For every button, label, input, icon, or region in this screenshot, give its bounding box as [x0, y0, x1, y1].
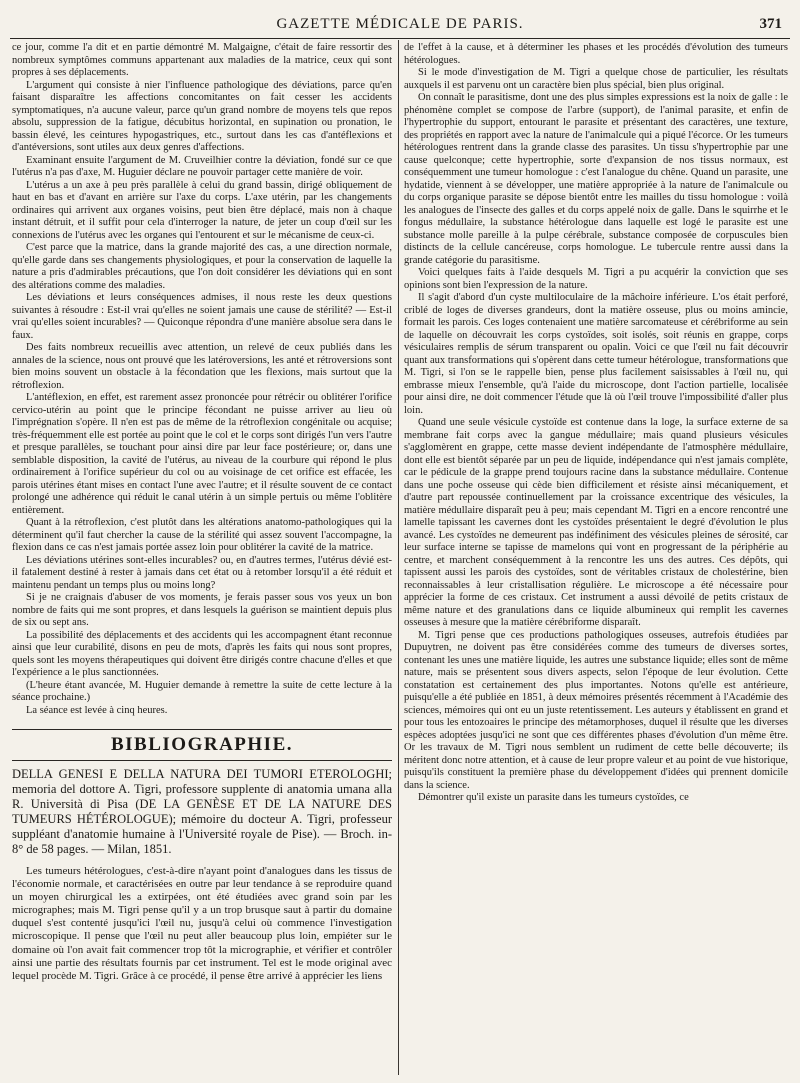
- paragraph: C'est parce que la matrice, dans la grande majorité des cas, a une direction normale, qu'elle garde dans ses changements physiologiques, et pour la conservation de laquelle la nature a pris d'admirables précautions, que l'on doit considérer les déviations qui en sont des altérations comme des maladies.: [12, 242, 392, 291]
- column-divider: [398, 40, 399, 1075]
- paragraph: Voici quelques faits à l'aide desquels M. Tigri a pu acquérir la conviction que ses opinions sont bien l'expression de la nature.: [404, 267, 788, 291]
- paragraph: Quant à la rétroflexion, c'est plutôt dans les altérations anatomo-pathologiques qui la déterminent qu'il faut chercher la cause de la stérilité qui assez souvent l'accompagne, la flexion dans ce cas n'est jamais portée assez loin pour oblitérer la cavité de la matrice.: [12, 517, 392, 553]
- paragraph: Il s'agit d'abord d'un cyste multiloculaire de la mâchoire inférieure. L'os était perforé, criblé de loges de diverses grandeurs, dont la matière osseuse, plus ou moins amincie, formait les parois. Ces loges contenaient une matière sarcomateuse et cérébriforme au sein de laquelle on découvrait les corps cystoïdes, soit isolés, soit réunis en grappe, corps vésiculaires remplis de sérum transparent ou opalin. Voici ce que l'œil nu fait découvrir quant aux transformations qui s'opèrent dans cette tumeur hétérologue, transformations que M. Tigri, si l'on se le rappelle bien, pense plus facilement saisissables à l'œil nu, qui embrasse mieux l'ensemble, qu'à l'aide du microscope, dont l'action partielle, localisée pour ainsi dire, ne doit commencer l'étude que là où l'œil trouve l'impossibilité d'aller plus loin.: [404, 292, 788, 416]
- paragraph: Les déviations utérines sont-elles incurables? ou, en d'autres termes, l'utérus dévié est-il fatalement destiné à rester à jamais dans cet état ou à retomber lorsqu'il a été réduit et maintenu pendant un temps plus ou moins long?: [12, 554, 392, 591]
- section-title: BIBLIOGRAPHIE.: [110, 734, 293, 755]
- paragraph: (L'heure étant avancée, M. Huguier demande à remettre la suite de cette lecture à la séance prochaine.): [12, 679, 392, 703]
- paragraph: L'antéflexion, en effet, est rarement assez prononcée pour rétrécir ou oblitérer l'orifice cervico-utérin au point que le principe fécondant ne puisse arriver au lieu où l'imprégnation s'opère. Il n'en est pas de même de la rétroflexion congénitale ou acquise; très-fréquemment elle est portée au point que le col et le corps sont dirigés l'un vers l'autre et presque parallèles, se touchant pour ainsi dire par leur face postérieure; or, dans une semblable disposition, la cavité de l'utérus, au niveau de la courbure qui répond le plus ordinairement à l'orifice supérieur du col ou au voisinage de cet orifice est effacée, les parois utérines étant mises en contact l'une avec l'autre; et il résulte souvent de ce contact prolongé une adhérence qui réduit le canal utérin à un simple pertuis ou même l'oblitère entièrement.: [12, 392, 392, 516]
- paragraph: Si je ne craignais d'abuser de vos moments, je ferais passer sous vos yeux un bon nombre de faits qui me sont propres, et dans lesquels la guérison se maintient depuis plus de six ou sept ans.: [12, 592, 392, 628]
- paragraph: La séance est levée à cinq heures.: [26, 704, 168, 716]
- paragraph: ce jour, comme l'a dit et en partie démontré M. Malgaigne, c'était de faire ressortir des nombreux symptômes communs appartenant aux maladies de la matrice, ceux qui sont propres à ses déplacements.: [12, 42, 392, 78]
- paragraph: Quand une seule vésicule cystoïde est contenue dans la loge, la surface externe de sa membrane fait corps avec la gangue médullaire; mais quand plusieurs vésicules s'agglomèrent en grappe, cette masse devient indépendante de l'atmosphère médullaire, dont elle est bientôt séparée par un peu de liquide, indépendance qui n'est jamais complète, car le pédicule de la grappe prend toujours racine dans la substance médullaire. Contenue dans une poche osseuse qui cède bien difficilement et résiste ainsi mécaniquement, et d'autre part repoussée continuellement par la croissance excentrique des vésicules, la matière médullaire disparaît peu à peu; mais cependant M. Tigri en a encore rencontré une lamelle tapissant les cavernes dont les cystoïdes présentaient le degré d'évolution le plus avancé. Les cystoïdes ne demeurent pas indéfiniment des vésicules pleines de sérosité, car leur surface interne se tapisse de mamelons qui vont en progressant de la périphérie au centre, et marchent conséquemment à la rencontre les uns des autres. Ces dépôts, qui tapissent aussi les parois des cystoïdes, sont de véritables cristaux de cholestérine, bien reconnaissables à leur cristallisation régulière. Le microscope a été nécessaire pour apprécier la forme de ces cristaux. Cet instrument a aussi dévoilé de petits cristaux de même nature et des granulations dans ce liquide albumineux qui remplit les cavernes osseuses à mesure que la matière cérébriforme disparaît.: [404, 417, 788, 628]
- header-rule: [10, 38, 790, 39]
- paragraph: Si le mode d'investigation de M. Tigri a quelque chose de particulier, les résultats auxquels il est parvenu ont un caractère bien plus spécial, bien plus original.: [404, 67, 788, 91]
- right-column: [404, 42, 788, 1078]
- paragraph: La possibilité des déplacements et des accidents qui les accompagnent étant reconnue ainsi que leur curabilité, disons en peu de mots, d'après les faits qui nous sont propres, quels sont les moyens thérapeutiques qui doivent être dirigés contre chacune d'elles et que l'expérience a le plus sanctionnées.: [12, 629, 392, 678]
- journal-title: GAZETTE MÉDICALE DE PARIS.: [276, 16, 524, 32]
- paragraph: M. Tigri pense que ces productions pathologiques osseuses, autrefois étudiées par Dupuytren, ne doivent pas être considérées comme des tumeurs de diverses sortes, contenant les unes une matière liquide, les autres une substance liquide; elles sont de même nature, mais se présentent sous divers aspects, selon l'époque de leur évolution. Cette constatation est certainement des plus importantes. Notons qu'elle est antérieure, puisqu'elle a été publiée en 1851, à deux mémoires présentés récemment à l'Académie des sciences, mémoires qui ont eu un juste retentissement. Les auteurs y établissent en grand et pour tous les entozoaires le principe des métamorphoses, duquel il résulte que les diverses espèces adoptées jusqu'ici ne sont que ces différentes phases d'évolution d'un même être. Or les travaux de M. Tigri nous semblent un rudiment de cette belle découverte; ils méritent donc notre attention, et à cause de leur propre valeur et au point de vue historique, puisqu'ils constituent la première phase du développement d'idées qui prennent domicile dans la science.: [404, 629, 788, 791]
- left-column: [12, 42, 392, 1078]
- paragraph: de l'effet à la cause, et à déterminer les phases et les procédés d'évolution des tumeurs hétérologues.: [404, 42, 788, 66]
- paragraph: Des faits nombreux recueillis avec attention, un relevé de ceux publiés dans les annales de la science, nous ont prouvé que les latéroversions, les anté et rétroversions sont bien moins souvent un obstacle à la fécondation que les flexions, mais surtout que la rétroflexion.: [12, 342, 392, 391]
- paragraph: Examinant ensuite l'argument de M. Cruveilhier contre la déviation, fondé sur ce que l'utérus n'a pas d'axe, M. Huguier déclare ne pouvoir partager cette manière de voir.: [12, 154, 392, 178]
- paragraph: Les tumeurs hétérologues, c'est-à-dire n'ayant point d'analogues dans les tissus de l'économie normale, et caractérisées en outre par leur tendance à se reproduire quand un moyen chirurgical les a extirpées, ont été étudiées avec grand soin par les micrographes; mais M. Tigri pense qu'il y a un trop brusque saut à partir du domaine duquel s'est contenté jusqu'ici l'œil nu, jusqu'à celui où commence l'investigation microscopique. Il pense que l'œil nu peut aller beaucoup plus loin, empiéter sur le domaine où l'on avait fait commencer trop tôt la micrographie, et vérifier et contrôler ainsi une partie des résultats fournis par cet instrument. Tel est le mode original avec lequel procède M. Tigri. Grâce à ce procédé, il pense être arrivé à apprécier les liens: [12, 865, 392, 982]
- bibliography-entry: DELLA GENESI E DELLA NATURA DEI TUMORI ETEROLOGHI; memoria del dottore A. Tigri, professore supplente di anatomia umana alla R. Università di Pisa (DE LA GENÈSE ET DE LA NATURE DES TUMEURS HÉTÉROLOGUE); mémoire du docteur A. Tigri, professeur suppléant d'anatomie humaine à l'Université royale de Pise). — Broch. in-8° de 58 pages. — Milan, 1851.: [12, 767, 392, 856]
- paragraph: L'utérus a un axe à peu près parallèle à celui du grand bassin, dirigé obliquement de haut en bas et d'avant en arrière sur l'axe du corps. L'axe utérin, par les changements ordinaires qui arrivent aux organes voisins, peut bien être déplacé, mais non à chaque instant détruit, et il suffit pour cela d'interroger la nature, de jeter un coup d'œil sur les connexions de l'utérus avec les organes qui l'entourent et sur le mécanisme de ceux-ci.: [12, 179, 392, 241]
- page-number: 371: [759, 16, 782, 32]
- paragraph: On connaît le parasitisme, dont une des plus simples expressions est la noix de galle : le phénomène complet se compose de l'arbre (support), de l'animal parasite, et enfin de l'hypertrophie du support, entourant le parasite et présentant des caractères, une texture, des propriétés en rapport avec la nature de l'animalcule qui a piqué l'écorce. Or les tumeurs hétérologues rentrent dans la grande classe des parasites. Un tissu s'hypertrophie par une cause quelconque; cette hypertrophie, sorte d'expansion de nos tissus normaux, est conséquemment une tumeur homologue : c'est l'analogue du chêne. Quand un parasite, une hydatide, viennent à se développer, une matière appropriée à la nature de l'animalcule ou du corps organique parasite se dépose bientôt entre les mailles du tissu homologue : voilà les analogues de l'insecte des galles et du corps appelé noix de galle. Dans le squirrhe et le fongus médullaire, la substance hétérologue dans laquelle est logé le parasite est une substance molle pareille à la pulpe cérébrale, substance composée de corpuscules bien distincts de la cellule cancéreuse, corps homologue. Le tubercule rentre aussi dans la grande catégorie du parasitisme.: [404, 92, 788, 266]
- bibliography-heading-box: [12, 729, 392, 761]
- page-header: [10, 16, 790, 36]
- paragraph: L'argument qui consiste à nier l'influence pathologique des déviations, parce qu'en faisant disparaître les affections concomitantes on fait cesser les accidents symptomatiques, n'a aucune valeur, parce qu'un grand nombre de moyens tels que repos absolu, suppression de la fatigue, décubitus horizontal, en supination ou pronation, le bassin élevé, les ceintures hypogastriques, etc., surtout dans les cas d'antéflexions et d'antéversions, sont utiles aux deux genres d'affections.: [12, 79, 392, 153]
- paragraph: Les déviations et leurs conséquences admises, il nous reste les deux questions suivantes à résoudre : Est-il vrai qu'elles ne soient jamais une cause de stérilité? — Est-il vrai qu'elles soient incurables? — Quiconque répondra d'une manière absolue sera dans le faux.: [12, 292, 392, 341]
- paragraph: Démontrer qu'il existe un parasite dans les tumeurs cystoïdes, ce: [418, 792, 689, 803]
